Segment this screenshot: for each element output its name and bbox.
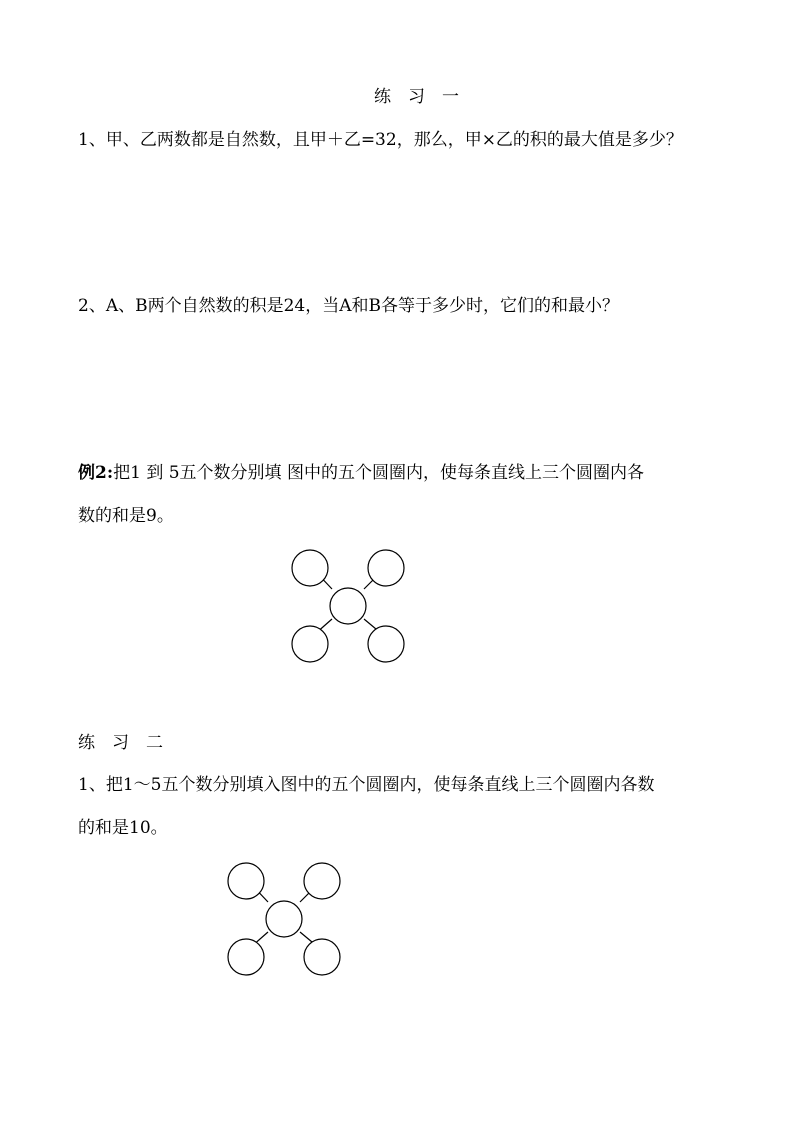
- diagram-circle-bottom-left: [228, 939, 264, 975]
- diagram-circle-top-right: [368, 550, 404, 586]
- diagram-circle-center: [330, 588, 366, 624]
- exercise1-heading: 练 习 一: [374, 87, 459, 107]
- diagram-circle-top-left: [292, 550, 328, 586]
- diagram-circle-bottom-right: [368, 626, 404, 662]
- example2-line1: [78, 462, 644, 484]
- example2-text: 把1 到 5五个数分别填 图中的五个圆圈内，使每条直线上三个圆圈内各: [113, 463, 644, 483]
- diagram-circle-bottom-left: [292, 626, 328, 662]
- diagram-circle-top-left: [228, 863, 264, 899]
- diagram-circle-center: [266, 901, 302, 937]
- exercise2-question1-line1: 1、把1～5五个数分别填入图中的五个圆圈内，使每条直线上三个圆圈内各数: [78, 775, 655, 795]
- example2-line2: 数的和是9。: [78, 506, 174, 526]
- example2-label: 例2:: [78, 463, 114, 483]
- example2-diagram: [288, 546, 408, 666]
- exercise1-question1: 1、甲、乙两数都是自然数，且甲＋乙=32，那么，甲×乙的积的最大值是多少？: [78, 130, 683, 150]
- exercise2-question1-line2: 的和是10。: [78, 818, 168, 838]
- diagram-circle-top-right: [304, 863, 340, 899]
- exercise2-heading: 练 习 二: [78, 733, 163, 753]
- exercise1-question2: 2、A、B两个自然数的积是24，当A和B各等于多少时，它们的和最小？: [78, 296, 619, 316]
- exercise2-diagram: [224, 859, 344, 979]
- diagram-circle-bottom-right: [304, 939, 340, 975]
